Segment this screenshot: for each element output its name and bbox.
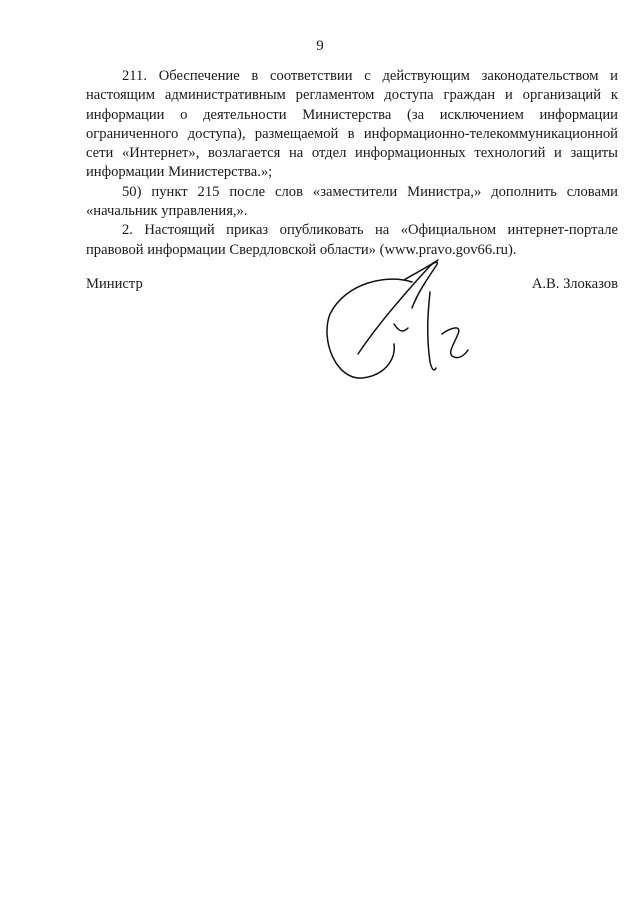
signer-position: Министр: [86, 276, 143, 292]
paragraph-publish: 2. Настоящий приказ опубликовать на «Официальном интернет-портале правовой информации Свердловской области» (www.pravo.gov66.ru).: [86, 222, 618, 258]
paragraph-211: 211. Обеспечение в соответствии с действующим законодательством и настоящим административным регламентом доступа граждан и организаций к информации о деятельности Министерства (за исключением информации ограниченного доступа), размещаемой в информационно-телекоммуникационной сети «Интернет», возлагается на отдел информационных технологий и защиты информации Министерства.»;: [86, 68, 618, 181]
page-number: 9: [316, 38, 324, 54]
signer-name: А.В. Злоказов: [531, 276, 618, 292]
paragraph-50: 50) пункт 215 после слов «заместители Министра,» дополнить словами «начальник управления,».: [86, 183, 618, 220]
handwritten-signature: [318, 252, 478, 384]
document-body: [86, 67, 618, 260]
